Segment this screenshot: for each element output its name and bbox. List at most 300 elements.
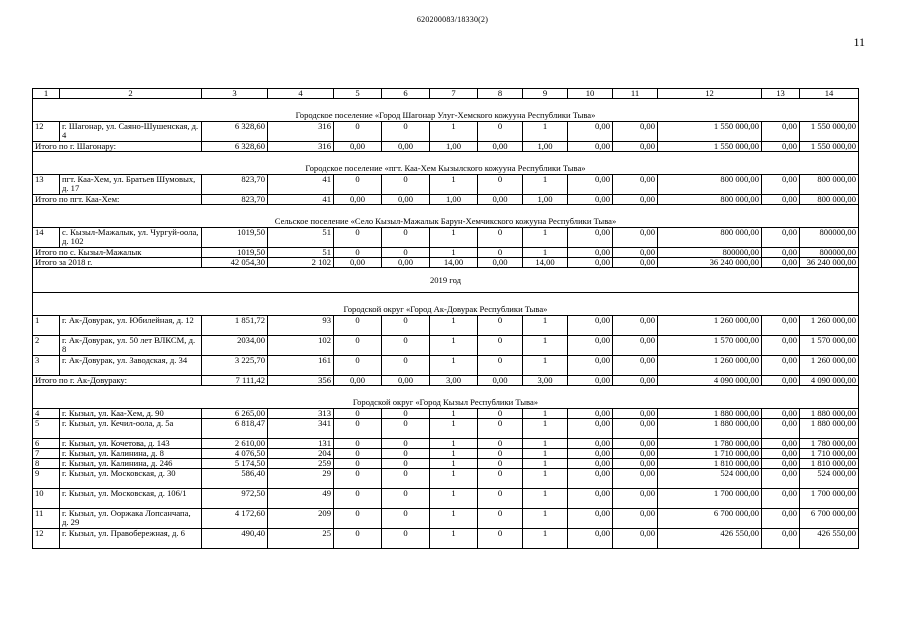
value-cell: 490,40 (202, 529, 268, 549)
value-cell: 1 (430, 356, 478, 376)
total-value-cell: 0,00 (334, 258, 382, 268)
column-number-cell: 2 (60, 89, 202, 99)
total-value-cell: 800000,00 (658, 248, 762, 258)
total-value-cell: 7 111,42 (202, 376, 268, 386)
value-cell: 426 550,00 (800, 529, 859, 549)
value-cell: 1 (430, 122, 478, 142)
address-cell: г. Кызыл, ул. Ооржака Лопсанчапа, д. 29 (60, 509, 202, 529)
total-value-cell: 800 000,00 (800, 195, 859, 205)
value-cell: 29 (268, 469, 334, 489)
row-number-cell: 10 (33, 489, 60, 509)
address-cell: г. Кызыл, ул. Правобережная, д. 6 (60, 529, 202, 549)
address-cell: г. Кызыл, ул. Кочетова, д. 143 (60, 439, 202, 449)
total-row (33, 195, 859, 205)
value-cell: 1 (430, 439, 478, 449)
value-cell: 1 (430, 409, 478, 419)
value-cell: 313 (268, 409, 334, 419)
total-value-cell: 316 (268, 142, 334, 152)
value-cell: 0,00 (762, 469, 800, 489)
section-heading-row (33, 152, 859, 175)
value-cell: 1 (523, 489, 568, 509)
table-row (33, 228, 859, 248)
value-cell: 1 (430, 228, 478, 248)
value-cell: 1 550 000,00 (800, 122, 859, 142)
value-cell: 1 880 000,00 (800, 409, 859, 419)
value-cell: 131 (268, 439, 334, 449)
column-number-row (33, 89, 859, 99)
value-cell: 1 (523, 439, 568, 449)
value-cell: 0,00 (613, 409, 658, 419)
value-cell: 0,00 (613, 509, 658, 529)
total-value-cell: 0,00 (478, 376, 523, 386)
value-cell: 1 880 000,00 (658, 419, 762, 439)
value-cell: 0,00 (568, 529, 613, 549)
total-value-cell: 2 102 (268, 258, 334, 268)
value-cell: 1 (523, 449, 568, 459)
value-cell: 4 076,50 (202, 449, 268, 459)
value-cell: 0 (382, 356, 430, 376)
total-value-cell: 0,00 (762, 258, 800, 268)
value-cell: 209 (268, 509, 334, 529)
value-cell: 0 (478, 529, 523, 549)
address-cell: г. Ак-Довурак, ул. Юбилейная, д. 12 (60, 316, 202, 336)
value-cell: 6 328,60 (202, 122, 268, 142)
section-heading-row (33, 205, 859, 228)
value-cell: 1 851,72 (202, 316, 268, 336)
value-cell: 0 (334, 122, 382, 142)
total-value-cell: 0,00 (613, 376, 658, 386)
address-cell: г. Кызыл, ул. Калинина, д. 8 (60, 449, 202, 459)
value-cell: 3 225,70 (202, 356, 268, 376)
value-cell: 1 (523, 469, 568, 489)
value-cell: 0 (334, 356, 382, 376)
total-value-cell: 1 550 000,00 (800, 142, 859, 152)
value-cell: 204 (268, 449, 334, 459)
value-cell: 2 610,00 (202, 439, 268, 449)
value-cell: 1 (430, 489, 478, 509)
value-cell: 41 (268, 175, 334, 195)
total-value-cell: 0,00 (382, 376, 430, 386)
column-number-cell: 11 (613, 89, 658, 99)
value-cell: 0,00 (613, 316, 658, 336)
value-cell: 0 (334, 336, 382, 356)
row-number-cell: 5 (33, 419, 60, 439)
value-cell: 1 880 000,00 (658, 409, 762, 419)
row-number-cell: 2 (33, 336, 60, 356)
value-cell: 0 (334, 529, 382, 549)
value-cell: 1 260 000,00 (800, 356, 859, 376)
column-number-cell: 14 (800, 89, 859, 99)
total-value-cell: 800000,00 (800, 248, 859, 258)
total-label: Итого по с. Кызыл-Мажалык (33, 248, 202, 258)
total-value-cell: 4 090 000,00 (658, 376, 762, 386)
value-cell: 1 260 000,00 (658, 316, 762, 336)
section-heading-row (33, 293, 859, 316)
value-cell: 1 260 000,00 (658, 356, 762, 376)
total-row (33, 248, 859, 258)
value-cell: 0,00 (613, 439, 658, 449)
value-cell: 0,00 (568, 409, 613, 419)
section-heading: Городской округ «Город Кызыл Республики Тыва» (33, 386, 859, 409)
table-row (33, 122, 859, 142)
value-cell: 1 (523, 122, 568, 142)
table-row (33, 459, 859, 469)
value-cell: 426 550,00 (658, 529, 762, 549)
value-cell: 1 (523, 316, 568, 336)
value-cell: 0,00 (568, 489, 613, 509)
value-cell: 4 172,60 (202, 509, 268, 529)
value-cell: 800 000,00 (658, 228, 762, 248)
value-cell: 0 (382, 449, 430, 459)
value-cell: 0 (478, 459, 523, 469)
value-cell: 0,00 (568, 336, 613, 356)
value-cell: 0 (478, 122, 523, 142)
total-value-cell: 0,00 (613, 258, 658, 268)
register-table (32, 88, 859, 549)
address-cell: пгт. Каа-Хем, ул. Братьев Шумовых, д. 17 (60, 175, 202, 195)
total-value-cell: 0,00 (762, 248, 800, 258)
year-heading: 2019 год (33, 268, 859, 293)
value-cell: 1 780 000,00 (658, 439, 762, 449)
value-cell: 0 (334, 449, 382, 459)
total-value-cell: 0,00 (568, 258, 613, 268)
total-value-cell: 0 (334, 248, 382, 258)
table-row (33, 469, 859, 489)
column-number-cell: 7 (430, 89, 478, 99)
value-cell: 0 (478, 336, 523, 356)
value-cell: 0,00 (762, 489, 800, 509)
section-heading-row (33, 386, 859, 409)
value-cell: 0 (382, 122, 430, 142)
value-cell: 0 (478, 356, 523, 376)
table-row (33, 489, 859, 509)
value-cell: 0,00 (762, 356, 800, 376)
value-cell: 0,00 (568, 122, 613, 142)
value-cell: 161 (268, 356, 334, 376)
value-cell: 800000,00 (800, 228, 859, 248)
row-number-cell: 3 (33, 356, 60, 376)
address-cell: г. Кызыл, ул. Каа-Хем, д. 90 (60, 409, 202, 419)
total-value-cell: 3,00 (430, 376, 478, 386)
value-cell: 0 (382, 469, 430, 489)
value-cell: 1 880 000,00 (800, 419, 859, 439)
total-label: Итого по г. Ак-Довураку: (33, 376, 202, 386)
value-cell: 259 (268, 459, 334, 469)
total-label: Итого по г. Шагонару: (33, 142, 202, 152)
table-row (33, 509, 859, 529)
value-cell: 524 000,00 (658, 469, 762, 489)
total-value-cell: 0,00 (382, 258, 430, 268)
value-cell: 1 260 000,00 (800, 316, 859, 336)
value-cell: 0,00 (568, 469, 613, 489)
value-cell: 1 810 000,00 (658, 459, 762, 469)
value-cell: 6 265,00 (202, 409, 268, 419)
value-cell: 0 (382, 459, 430, 469)
value-cell: 0 (478, 439, 523, 449)
row-number-cell: 4 (33, 409, 60, 419)
table-body (33, 89, 859, 549)
value-cell: 0,00 (762, 175, 800, 195)
row-number-cell: 12 (33, 122, 60, 142)
value-cell: 25 (268, 529, 334, 549)
total-value-cell: 0 (382, 248, 430, 258)
value-cell: 0 (382, 175, 430, 195)
value-cell: 0 (478, 469, 523, 489)
total-value-cell: 1019,50 (202, 248, 268, 258)
column-number-cell: 10 (568, 89, 613, 99)
value-cell: 0 (334, 439, 382, 449)
value-cell: 341 (268, 419, 334, 439)
value-cell: 0,00 (568, 509, 613, 529)
value-cell: 1 810 000,00 (800, 459, 859, 469)
value-cell: 0,00 (762, 449, 800, 459)
value-cell: 0 (382, 409, 430, 419)
value-cell: 6 700 000,00 (800, 509, 859, 529)
value-cell: 0 (334, 509, 382, 529)
value-cell: 0 (478, 419, 523, 439)
column-number-cell: 4 (268, 89, 334, 99)
value-cell: 0 (478, 409, 523, 419)
total-value-cell: 0,00 (613, 248, 658, 258)
value-cell: 0,00 (568, 459, 613, 469)
total-value-cell: 0,00 (382, 195, 430, 205)
value-cell: 0 (382, 419, 430, 439)
value-cell: 2034,00 (202, 336, 268, 356)
total-value-cell: 356 (268, 376, 334, 386)
total-value-cell: 800 000,00 (658, 195, 762, 205)
value-cell: 0,00 (762, 509, 800, 529)
column-number-cell: 3 (202, 89, 268, 99)
value-cell: 49 (268, 489, 334, 509)
column-number-cell: 13 (762, 89, 800, 99)
total-value-cell: 51 (268, 248, 334, 258)
value-cell: 1 (523, 175, 568, 195)
value-cell: 1 (430, 449, 478, 459)
value-cell: 0 (334, 316, 382, 336)
value-cell: 586,40 (202, 469, 268, 489)
address-cell: г. Кызыл, ул. Московская, д. 106/1 (60, 489, 202, 509)
value-cell: 0,00 (613, 228, 658, 248)
table-row (33, 175, 859, 195)
value-cell: 1 (523, 409, 568, 419)
total-row (33, 376, 859, 386)
column-number-cell: 9 (523, 89, 568, 99)
value-cell: 1 700 000,00 (658, 489, 762, 509)
total-value-cell: 0,00 (762, 142, 800, 152)
value-cell: 0 (334, 228, 382, 248)
column-number-cell: 8 (478, 89, 523, 99)
total-value-cell: 0,00 (568, 142, 613, 152)
value-cell: 0 (382, 336, 430, 356)
row-number-cell: 1 (33, 316, 60, 336)
address-cell: г. Шагонар, ул. Саяно-Шушенская, д. 4 (60, 122, 202, 142)
value-cell: 0 (334, 469, 382, 489)
value-cell: 1 550 000,00 (658, 122, 762, 142)
value-cell: 6 818,47 (202, 419, 268, 439)
document-id: 620200083/18330(2) (416, 15, 489, 24)
value-cell: 1 570 000,00 (658, 336, 762, 356)
value-cell: 1 (430, 316, 478, 336)
row-number-cell: 7 (33, 449, 60, 459)
total-value-cell: 36 240 000,00 (658, 258, 762, 268)
total-value-cell: 14,00 (523, 258, 568, 268)
value-cell: 0 (478, 228, 523, 248)
value-cell: 972,50 (202, 489, 268, 509)
value-cell: 0 (382, 316, 430, 336)
value-cell: 0 (334, 409, 382, 419)
total-value-cell: 0,00 (478, 258, 523, 268)
total-value-cell: 0,00 (568, 195, 613, 205)
value-cell: 800 000,00 (800, 175, 859, 195)
value-cell: 0,00 (613, 175, 658, 195)
row-number-cell: 11 (33, 509, 60, 529)
section-heading: Городское поселение «пгт. Каа-Хем Кызылского кожууна Республики Тыва» (33, 152, 859, 175)
total-value-cell: 0,00 (334, 195, 382, 205)
value-cell: 0 (382, 509, 430, 529)
total-value-cell: 36 240 000,00 (800, 258, 859, 268)
value-cell: 0,00 (568, 175, 613, 195)
value-cell: 0 (478, 449, 523, 459)
value-cell: 0,00 (613, 449, 658, 459)
value-cell: 0,00 (613, 122, 658, 142)
value-cell: 0,00 (613, 356, 658, 376)
value-cell: 0 (478, 175, 523, 195)
row-number-cell: 12 (33, 529, 60, 549)
total-value-cell: 0,00 (382, 142, 430, 152)
value-cell: 1 710 000,00 (800, 449, 859, 459)
value-cell: 1 (523, 509, 568, 529)
value-cell: 1 570 000,00 (800, 336, 859, 356)
value-cell: 316 (268, 122, 334, 142)
page-number: 11 (853, 35, 865, 49)
value-cell: 1 (430, 469, 478, 489)
value-cell: 0 (478, 316, 523, 336)
row-number-cell: 6 (33, 439, 60, 449)
value-cell: 1019,50 (202, 228, 268, 248)
value-cell: 0,00 (762, 419, 800, 439)
value-cell: 0,00 (568, 228, 613, 248)
column-number-cell: 1 (33, 89, 60, 99)
value-cell: 0,00 (568, 419, 613, 439)
value-cell: 1 (523, 459, 568, 469)
value-cell: 1 (523, 356, 568, 376)
total-row (33, 258, 859, 268)
value-cell: 0 (334, 459, 382, 469)
value-cell: 0,00 (613, 419, 658, 439)
value-cell: 1 (523, 228, 568, 248)
table-row (33, 336, 859, 356)
value-cell: 1 (430, 529, 478, 549)
total-value-cell: 0,00 (568, 248, 613, 258)
total-row (33, 142, 859, 152)
total-value-cell: 0,00 (334, 142, 382, 152)
value-cell: 800 000,00 (658, 175, 762, 195)
table-row (33, 419, 859, 439)
value-cell: 0 (334, 419, 382, 439)
total-value-cell: 41 (268, 195, 334, 205)
section-heading: Сельское поселение «Село Кызыл-Мажалык Барун-Хемчикского кожууна Республики Тыва» (33, 205, 859, 228)
total-label: Итого за 2018 г. (33, 258, 202, 268)
value-cell: 0 (382, 489, 430, 509)
total-value-cell: 0,00 (478, 195, 523, 205)
value-cell: 823,70 (202, 175, 268, 195)
value-cell: 1 (430, 419, 478, 439)
section-heading: Городской округ «Город Ак-Довурак Республики Тыва» (33, 293, 859, 316)
value-cell: 0,00 (613, 459, 658, 469)
table-row (33, 356, 859, 376)
total-value-cell: 14,00 (430, 258, 478, 268)
value-cell: 0 (382, 439, 430, 449)
value-cell: 0,00 (762, 228, 800, 248)
value-cell: 1 700 000,00 (800, 489, 859, 509)
table-row (33, 529, 859, 549)
value-cell: 0 (478, 489, 523, 509)
value-cell: 0,00 (568, 439, 613, 449)
address-cell: с. Кызыл-Мажалык, ул. Чургуй-оола, д. 102 (60, 228, 202, 248)
value-cell: 0,00 (762, 409, 800, 419)
value-cell: 0,00 (762, 122, 800, 142)
total-value-cell: 42 054,30 (202, 258, 268, 268)
total-value-cell: 1 (430, 248, 478, 258)
total-value-cell: 0,00 (762, 195, 800, 205)
value-cell: 1 (430, 336, 478, 356)
total-value-cell: 0 (478, 248, 523, 258)
section-heading-row (33, 99, 859, 122)
row-number-cell: 9 (33, 469, 60, 489)
value-cell: 0,00 (762, 336, 800, 356)
value-cell: 1 710 000,00 (658, 449, 762, 459)
year-heading-row (33, 268, 859, 293)
total-value-cell: 1,00 (523, 142, 568, 152)
value-cell: 0 (478, 509, 523, 529)
address-cell: г. Ак-Довурак, ул. Заводская, д. 34 (60, 356, 202, 376)
value-cell: 1 (430, 459, 478, 469)
value-cell: 0,00 (613, 336, 658, 356)
value-cell: 0,00 (762, 529, 800, 549)
value-cell: 0 (334, 489, 382, 509)
value-cell: 102 (268, 336, 334, 356)
total-value-cell: 0,00 (613, 195, 658, 205)
row-number-cell: 8 (33, 459, 60, 469)
total-value-cell: 0,00 (613, 142, 658, 152)
column-number-cell: 6 (382, 89, 430, 99)
total-label: Итого по пгт. Каа-Хем: (33, 195, 202, 205)
total-value-cell: 823,70 (202, 195, 268, 205)
column-number-cell: 12 (658, 89, 762, 99)
address-cell: г. Кызыл, ул. Московская, д. 30 (60, 469, 202, 489)
value-cell: 0,00 (568, 356, 613, 376)
value-cell: 0 (382, 529, 430, 549)
value-cell: 0,00 (613, 489, 658, 509)
value-cell: 1 (430, 509, 478, 529)
total-value-cell: 3,00 (523, 376, 568, 386)
value-cell: 0,00 (762, 459, 800, 469)
total-value-cell: 0,00 (478, 142, 523, 152)
total-value-cell: 0,00 (568, 376, 613, 386)
address-cell: г. Ак-Довурак, ул. 50 лет ВЛКСМ, д. 8 (60, 336, 202, 356)
address-cell: г. Кызыл, ул. Кечил-оола, д. 5а (60, 419, 202, 439)
total-value-cell: 1 (523, 248, 568, 258)
table-row (33, 449, 859, 459)
total-value-cell: 4 090 000,00 (800, 376, 859, 386)
value-cell: 0 (382, 228, 430, 248)
row-number-cell: 13 (33, 175, 60, 195)
value-cell: 1 (523, 529, 568, 549)
value-cell: 51 (268, 228, 334, 248)
table-row (33, 409, 859, 419)
column-number-cell: 5 (334, 89, 382, 99)
value-cell: 93 (268, 316, 334, 336)
